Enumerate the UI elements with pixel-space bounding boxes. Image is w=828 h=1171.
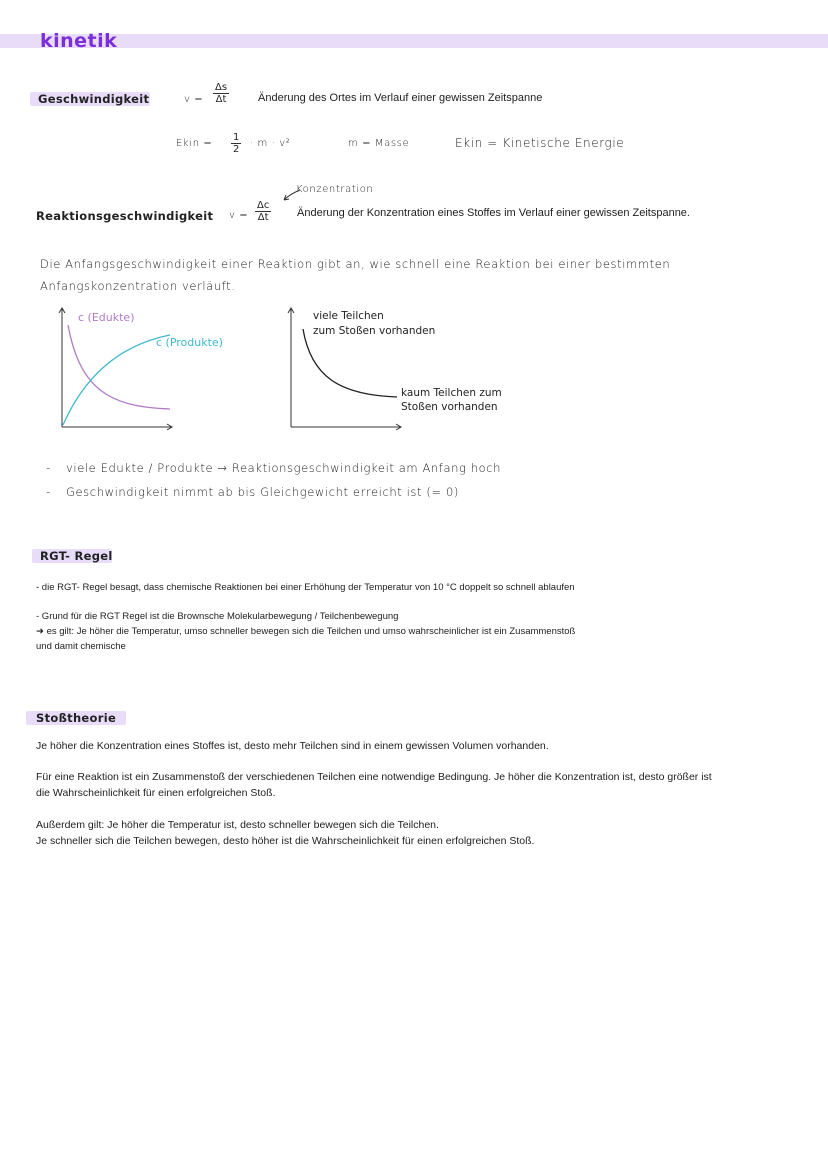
reaktionsgeschwindigkeit-heading: Reaktionsgeschwindigkeit [36,209,214,223]
velocity-label: v = [184,94,204,105]
geschwindigkeit-heading: Geschwindigkeit [38,92,150,106]
bullet-1: viele Edukte / Produkte → Reaktionsgeschwindigkeit am Anfang hoch [66,461,502,475]
rgt-line-3: ➜ es gilt: Je höher die Temperatur, umso schneller bewegen sich die Teilchen und umso wahrscheinlicher ist ein Zusammenstoß [36,626,576,637]
ekin-definition: Ekin = Kinetische Energie [455,136,625,150]
half-numerator: 1 [233,132,240,143]
half-fraction [231,132,241,155]
reaction-rate-numerator: Δc [257,200,270,211]
stoss-heading: Stoßtheorie [36,711,117,725]
bullet-dash-1: - [46,461,51,475]
intro-line-2: Anfangskonzentration verläuft. [40,279,236,293]
edukte-curve [68,325,170,409]
chart2-annotation-2: zum Stoßen vorhanden [313,325,436,337]
page-title: kinetik [40,30,118,52]
reaction-rate-denominator: Δt [257,212,269,223]
rgt-line-2: - Grund für die RGT Regel ist die Brownsche Molekularbewegung / Teilchenbewegung [36,611,399,622]
reaction-rate-label: v = [229,210,249,221]
reaction-rate-chart [285,305,545,435]
mass-definition: m = Masse [348,138,410,149]
produkte-curve [63,335,170,425]
velocity-description: Änderung des Ortes im Verlauf einer gewissen Zeitspanne [258,92,543,104]
chart2-annotation-1: viele Teilchen [313,310,384,322]
velocity-denominator: Δt [215,94,227,105]
rgt-line-1: - die RGT- Regel besagt, dass chemische Reaktionen bei einer Erhöhung der Temperatur von 10 °C doppelt so schnell ablaufen [36,582,575,593]
title-highlight-band [0,34,828,48]
half-denominator: 2 [233,144,240,155]
annotation-arrow [280,188,304,206]
chart2-annotation-4: Stoßen vorhanden [401,401,498,413]
produkte-legend-label: c (Produkte) [156,336,223,349]
ekin-formula-lhs: Ekin = [176,138,213,149]
bullet-dash-2: - [46,485,51,499]
stoss-paragraph-2b: die Wahrscheinlichkeit für einen erfolgreichen Stoß. [36,787,276,799]
concentration-chart [50,305,260,435]
stoss-paragraph-1: Je höher die Konzentration eines Stoffes ist, desto mehr Teilchen sind in einem gewissen Volumen vorhanden. [36,740,549,752]
rgt-line-4: und damit chemische [36,641,126,652]
rgt-heading: RGT- Regel [40,549,113,563]
chart2-annotation-3: kaum Teilchen zum [401,387,502,399]
velocity-numerator: Δs [215,82,228,93]
edukte-legend-label: c (Edukte) [78,311,135,324]
reaction-rate-fraction [255,200,271,223]
intro-line-1: Die Anfangsgeschwindigkeit einer Reaktion gibt an, wie schnell eine Reaktion bei einer bestimmten [40,257,671,271]
velocity-fraction [213,82,229,105]
stoss-paragraph-3b: Je schneller sich die Teilchen bewegen, desto höher ist die Wahrscheinlichkeit für einen erfolgreichen Stoß. [36,835,535,847]
bullet-2: Geschwindigkeit nimmt ab bis Gleichgewicht erreicht ist (= 0) [66,485,459,499]
reaction-rate-curve [303,329,397,397]
concentration-annotation: Konzentration [296,184,374,195]
reaction-rate-description: Änderung der Konzentration eines Stoffes im Verlauf einer gewissen Zeitspanne. [297,207,690,219]
stoss-paragraph-3a: Außerdem gilt: Je höher die Temperatur ist, desto schneller bewegen sich die Teilchen. [36,819,439,831]
ekin-formula-rhs: · m · v² [250,138,291,149]
stoss-paragraph-2a: Für eine Reaktion ist ein Zusammenstoß der verschiedenen Teilchen eine notwendige Bedingung. Je höher die Konzentration ist, desto größer ist [36,771,712,783]
